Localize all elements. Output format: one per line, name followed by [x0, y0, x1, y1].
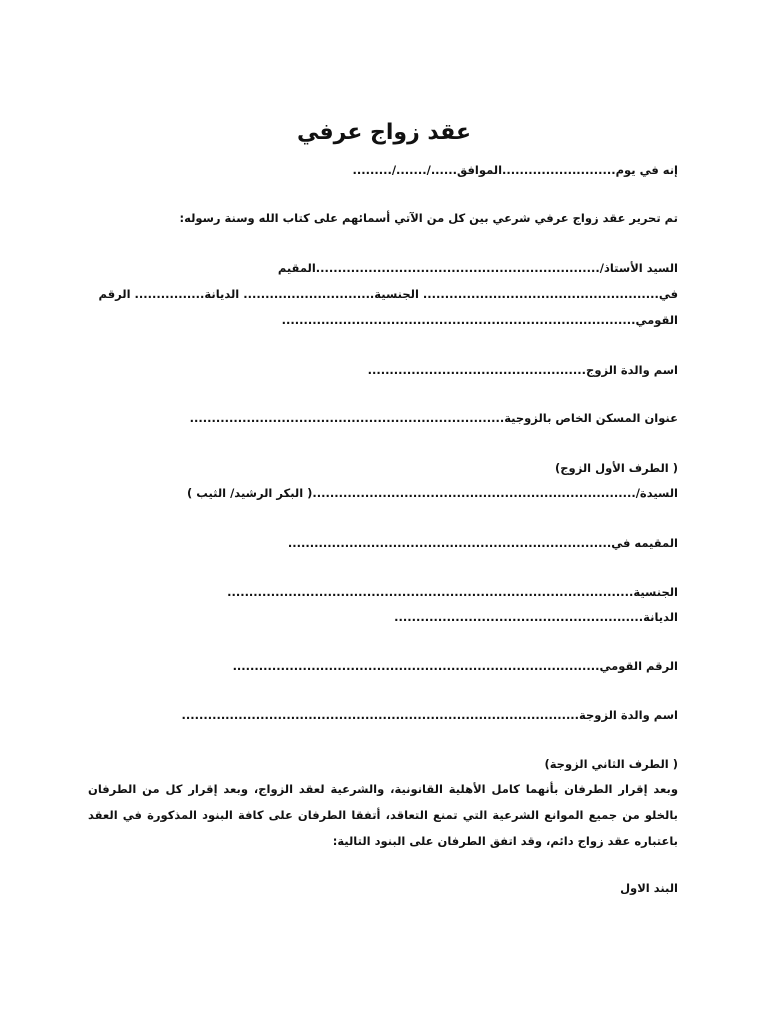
second-party-label: ( الطرف الثاني الزوجة) [544, 757, 678, 771]
husband-mother-name-line: اسم والدة الزوج.................................................. [367, 363, 678, 377]
date-line: إنه في يوم..........................الموافق....../......./......... [352, 163, 678, 177]
wife-mother-name-line: اسم والدة الزوجة........................................................................................... [181, 708, 678, 722]
husband-name-line: السيد الأستاذ/.................................................................المقيم [277, 261, 678, 275]
first-party-label: ( الطرف الأول الزوج) [555, 461, 678, 475]
marital-home-address-line: عنوان المسكن الخاص بالزوجية........................................................................ [189, 411, 678, 425]
wife-residence-line: المقيمه في.......................................................................... [287, 536, 678, 550]
wife-national-id-line: الرقم القومي.................................................................................... [232, 659, 678, 673]
husband-residence-nationality-line: في...................................................... الجنسية.............................. الديانة................ الرقم [98, 287, 678, 301]
wife-religion-line: الديانة......................................................... [394, 610, 678, 624]
intro-line: تم تحرير عقد زواج عرفي شرعي بين كل من الآتي أسمائهم على كتاب الله وسنة رسوله: [179, 211, 678, 225]
clause-one-heading: البند الاول [620, 881, 678, 895]
agreement-paragraph: وبعد إقرار الطرفان بأنهما كامل الأهلية القانونية، والشرعية لعقد الزواج، وبعد إقرار كل من الطرفان بالخلو من جميع الموانع الشرعية التي تمنع التعاقد، أتفقا الطرفان على كافة البنود المذكورة في العقد باعتباره عقد زواج دائم، وقد اتفق الطرفان على البنود التالية: [88, 782, 678, 848]
husband-national-id-line: القومي................................................................................. [281, 313, 678, 327]
document-title: عقد زواج عرفي [296, 120, 471, 145]
wife-name-line: السيدة/..........................................................................( البكر الرشيد/ الثيب ) [187, 486, 678, 500]
wife-nationality-line: الجنسية............................................................................................. [227, 585, 678, 599]
